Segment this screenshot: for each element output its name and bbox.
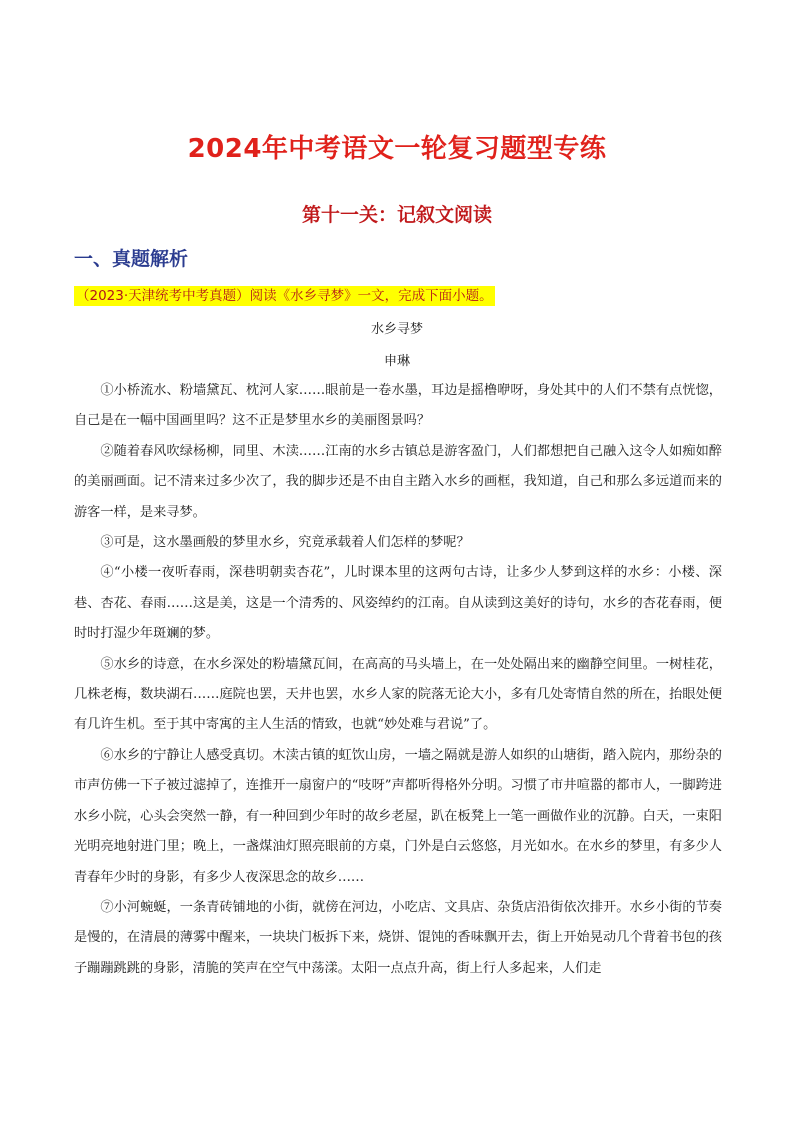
- section-heading: 一、真题解析: [74, 248, 189, 270]
- paragraph-4: ④“小楼一夜听春雨，深巷明朝卖杏花”，儿时课本里的这两句古诗，让多少人梦到这样的水乡：小楼、深巷、杏花、春雨……这是美，这是一个清秀的、风姿绰约的江南。自从读到这美好的诗句，水乡的杏花春雨，便时时打湿少年斑斓的梦。: [74, 565, 722, 642]
- paragraph-5: ⑤水乡的诗意，在水乡深处的粉墙黛瓦间，在高高的马头墙上，在一处处隔出来的幽静空间里。一树桂花，几株老梅，数块湖石……庭院也罢，天井也罢，水乡人家的院落无论大小，多有几处寄情自然的所在，抬眼处便有几许生机。至于其中寄寓的主人生活的情致，也就“妙处难与君说”了。: [74, 656, 722, 733]
- article-body: [74, 376, 722, 984]
- paragraph-2: ②随着春风吹绿杨柳，同里、木渎……江南的水乡古镇总是游客盈门，人们都想把自己融入这令人如痴如醉的美丽画面。记不清来过多少次了，我的脚步还是不由自主踏入水乡的画框，我知道，自己和那么多远道而来的游客一样，是来寻梦。: [74, 443, 722, 520]
- paragraph-3: ③可是，这水墨画般的梦里水乡，究竟承载着人们怎样的梦呢？: [100, 535, 470, 551]
- page-title: 2024年中考语文一轮复习题型专练: [187, 134, 607, 164]
- paragraph-1: ①小桥流水、粉墙黛瓦、枕河人家……眼前是一卷水墨，耳边是摇橹咿呀，身处其中的人们不禁有点恍惚，自己是在一幅中国画里吗？这不正是梦里水乡的美丽图景吗？: [74, 383, 722, 429]
- question-source-highlight: （2023·天津统考中考真题）阅读《水乡寻梦》一文，完成下面小题。: [76, 288, 493, 304]
- article-title: 水乡寻梦: [370, 322, 423, 337]
- paragraph-7: ⑦小河蜿蜒，一条青砖铺地的小街，就傍在河边，小吃店、文具店、杂货店沿街依次排开。水乡小街的节奏是慢的，在清晨的薄雾中醒来，一块块门板拆下来，烧饼、馄饨的香味飘开去，街上开始晃动几个背着书包的孩子蹦蹦跳跳的身影，清脆的笑声在空气中荡漾。太阳一点点升高，街上行人多起来，人们走: [74, 899, 722, 976]
- paragraph-6: ⑥水乡的宁静让人感受真切。木渎古镇的虹饮山房，一墙之隔就是游人如织的山塘街，踏入院内，那纷杂的市声仿佛一下子被过滤掉了，连推开一扇窗户的“吱呀”声都听得格外分明。习惯了市井喧嚣的都市人，一脚跨进水乡小院，心头会突然一静，有一种回到少年时的故乡老屋，趴在板凳上一笔一画做作业的沉静。白天，一束阳光明亮地射进门里；晚上，一盏煤油灯照亮眼前的方桌，门外是白云悠悠，月光如水。在水乡的梦里，有多少人青春年少时的身影，有多少人夜深思念的故乡……: [74, 747, 722, 885]
- article-author: 申琳: [383, 354, 410, 369]
- chapter-subtitle: 第十一关：记叙文阅读: [301, 204, 492, 226]
